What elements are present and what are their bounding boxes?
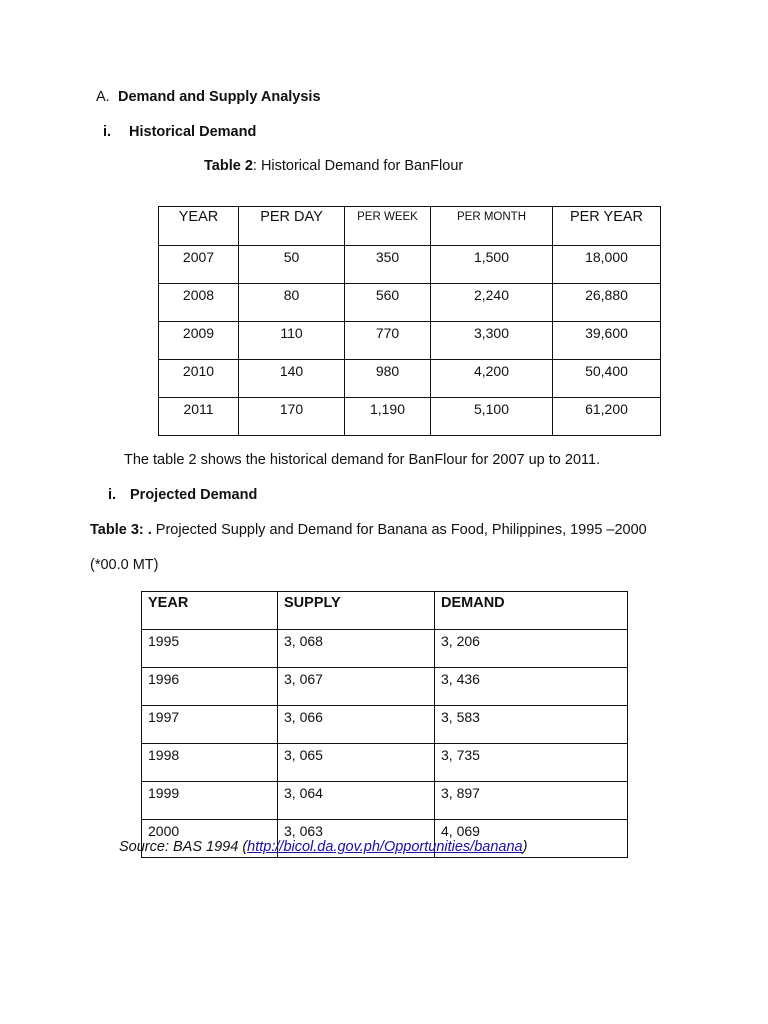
table2-caption-label: Table 2 [204,158,253,174]
historical-demand-table [158,206,661,436]
table-header-row [159,207,661,246]
projected-supply-demand-table [141,591,628,858]
section-i2-label: i. [108,487,117,503]
table-cell: 170 [239,398,345,436]
table-cell: 80 [239,284,345,322]
table-cell: 2010 [159,360,239,398]
col-header-per-year: PER YEAR [553,207,661,246]
section-a-title: Demand and Supply Analysis [118,89,321,105]
table-cell: 3, 066 [278,706,435,744]
table-row [142,630,628,668]
source-suffix: ) [522,839,528,855]
table2-caption-text: : Historical Demand for BanFlour [252,158,464,174]
table-row [159,322,661,360]
table-row [159,398,661,436]
table-cell: 1999 [142,782,278,820]
source-link[interactable]: http://bicol.da.gov.ph/Opportunities/banana [247,839,523,855]
col-header-year: YEAR [142,592,278,630]
source-prefix: Source: BAS 1994 ( [119,839,248,855]
projected-demand-heading [108,487,257,503]
table3-unit-note: (*00.0 MT) [90,557,159,573]
table-cell: 2000 [142,820,278,858]
table-cell: 3, 068 [278,630,435,668]
table-cell: 1998 [142,744,278,782]
section-a-label: A. [96,89,110,105]
table-cell: 26,880 [553,284,661,322]
table3-caption-text: Projected Supply and Demand for Banana as Food, Philippines, 1995 –2000 [151,522,647,538]
table-cell: 61,200 [553,398,661,436]
table-cell: 1,500 [431,246,553,284]
table-cell: 3, 897 [435,782,628,820]
table-cell: 3, 064 [278,782,435,820]
table-cell: 50 [239,246,345,284]
table-cell: 2011 [159,398,239,436]
table-cell: 3, 065 [278,744,435,782]
col-header-supply: SUPPLY [278,592,435,630]
table-cell: 2009 [159,322,239,360]
table-row [142,706,628,744]
table-cell: 3, 583 [435,706,628,744]
table-cell: 3, 063 [278,820,435,858]
table3-caption [90,522,647,538]
table-cell: 2007 [159,246,239,284]
section-a-heading [96,89,321,105]
table-row [142,668,628,706]
section-i-title: Historical Demand [129,124,257,140]
table-cell: 18,000 [553,246,661,284]
table-cell: 560 [345,284,431,322]
table-cell: 2008 [159,284,239,322]
table-header-row [142,592,628,630]
table-cell: 39,600 [553,322,661,360]
table-cell: 980 [345,360,431,398]
table-cell: 3, 735 [435,744,628,782]
table-cell: 1,190 [345,398,431,436]
table-cell: 110 [239,322,345,360]
col-header-per-month: PER MONTH [431,207,553,246]
table-cell: 5,100 [431,398,553,436]
table-cell: 50,400 [553,360,661,398]
table-row [142,744,628,782]
table-cell: 3, 067 [278,668,435,706]
body-paragraph: The table 2 shows the historical demand for BanFlour for 2007 up to 2011. [124,452,601,468]
table2-caption [204,158,463,174]
section-i2-title: Projected Demand [130,487,258,503]
table-cell: 1997 [142,706,278,744]
table-row [159,284,661,322]
col-header-per-week: PER WEEK [345,207,431,246]
table-row [159,360,661,398]
table-cell: 2,240 [431,284,553,322]
table-cell: 1996 [142,668,278,706]
col-header-year: YEAR [159,207,239,246]
source-citation [119,839,527,855]
table-cell: 770 [345,322,431,360]
table-cell: 3, 436 [435,668,628,706]
table-cell: 4, 069 [435,820,628,858]
table-cell: 1995 [142,630,278,668]
col-header-per-day: PER DAY [239,207,345,246]
col-header-demand: DEMAND [435,592,628,630]
table-row [142,782,628,820]
table-row [159,246,661,284]
table-cell: 3, 206 [435,630,628,668]
historical-demand-heading [103,124,256,140]
table3-caption-label: Table 3: . [90,522,152,538]
table-cell: 140 [239,360,345,398]
table-cell: 4,200 [431,360,553,398]
section-i-label: i. [103,124,112,140]
table-cell: 350 [345,246,431,284]
table-cell: 3,300 [431,322,553,360]
